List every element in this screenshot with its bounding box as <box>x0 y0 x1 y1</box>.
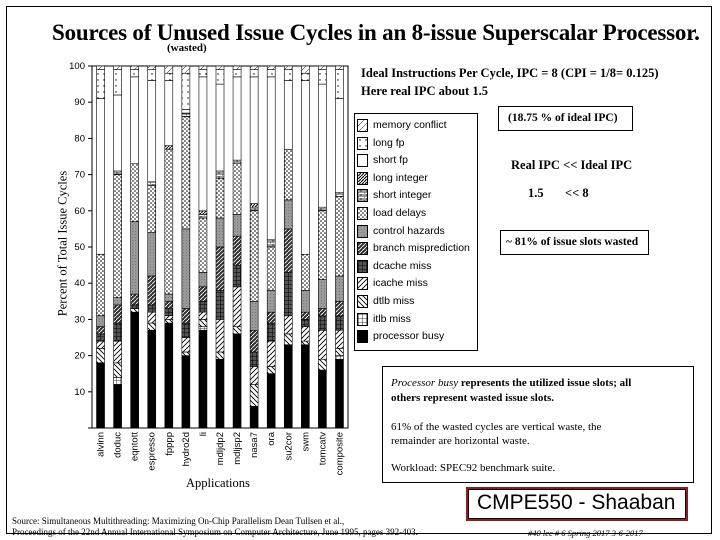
bar-segment-branch-misprediction <box>97 327 105 334</box>
bar-segment-processor-busy <box>233 334 241 428</box>
legend-label: branch misprediction <box>373 242 470 255</box>
legend-swatch <box>357 295 368 308</box>
legend-item <box>355 312 475 329</box>
bar-segment-long-fp <box>335 70 343 99</box>
bar-segment-short-fp <box>114 95 122 171</box>
bar-segment-short-fp <box>318 84 326 207</box>
legend-item <box>355 276 475 293</box>
bar-segment-control-hazards <box>216 218 224 247</box>
bar-segment-long-fp <box>114 70 122 95</box>
bar-segment-processor-busy <box>97 363 105 428</box>
bar-segment-dtlb-miss <box>165 319 173 323</box>
y-tick-label: 100 <box>69 61 85 72</box>
bar-segment-long-fp <box>267 70 275 77</box>
category-label: composite <box>334 432 346 476</box>
bar-segment-control-hazards <box>114 298 122 305</box>
bar-segment-load-delays <box>165 149 173 294</box>
bar-segment-icache-miss <box>165 316 173 320</box>
bar-segment-control-hazards <box>97 316 105 327</box>
bar-segment-short-integer <box>216 171 224 178</box>
bar-segment-short-fp <box>301 80 309 254</box>
wasted-slots-box <box>500 230 649 255</box>
bar-segment-load-delays <box>216 178 224 218</box>
bar-segment-itlb-miss <box>199 327 207 331</box>
bar-segment-icache-miss <box>233 287 241 327</box>
bar-segment-long-integer <box>250 204 258 208</box>
bar-segment-control-hazards <box>267 290 275 312</box>
bar-segment-processor-busy <box>267 374 275 428</box>
bar-segment-load-delays <box>199 218 207 272</box>
legend-label: itlb miss <box>373 312 411 325</box>
bar-segment-dcache-miss <box>250 352 258 366</box>
legend-swatch <box>357 313 368 326</box>
y-tick-label: 70 <box>74 169 85 181</box>
bar-segment-processor-busy <box>114 385 122 428</box>
legend-swatch <box>357 119 368 132</box>
bar-segment-short-fp <box>250 77 258 204</box>
bar-segment-control-hazards <box>199 272 207 286</box>
bar-segment-load-delays <box>318 211 326 280</box>
bar-segment-control-hazards <box>301 290 309 312</box>
category-label: tomcatv <box>317 432 329 466</box>
y-tick-label: 60 <box>74 205 85 217</box>
note-processor-busy: Processor busy <box>391 377 459 389</box>
legend-label: long fp <box>373 136 405 149</box>
bar-segment-short-fp <box>233 77 241 160</box>
bar-segment-itlb-miss <box>114 377 122 384</box>
bar-segment-branch-misprediction <box>216 247 224 290</box>
bar-segment-short-fp <box>284 80 292 149</box>
bar-segment-branch-misprediction <box>131 294 139 305</box>
bar-fpppp <box>165 66 173 428</box>
bar-su2cor <box>284 66 292 428</box>
y-tick-label: 10 <box>74 386 85 398</box>
legend-item <box>355 153 475 170</box>
bar-segment-load-delays <box>182 117 190 229</box>
source-line2: Proceedings of the 22nd Annual International Symposium on Computer Architecture, June 1995, pages 392-403. <box>12 527 418 537</box>
bar-segment-processor-busy <box>335 359 343 428</box>
legend-label: long integer <box>373 171 428 184</box>
bar-segment-dcache-miss <box>199 301 207 312</box>
category-label: hydro2d <box>180 432 192 467</box>
bar-segment-itlb-miss <box>335 356 343 360</box>
ipc-compare-line1: Real IPC << Ideal IPC <box>511 158 633 172</box>
legend-swatch <box>357 172 368 185</box>
bar-segment-dtlb-miss <box>199 319 207 326</box>
bar-segment-icache-miss <box>284 316 292 334</box>
bar-segment-long-integer <box>199 211 207 215</box>
bar-segment-load-delays <box>250 211 258 301</box>
ideal-percent-text: (18.75 % of ideal IPC) <box>508 112 618 124</box>
ipc-compare-value-ideal: << 8 <box>565 186 589 200</box>
bar-segment-short-integer <box>148 182 156 186</box>
y-tick-label: 40 <box>74 278 85 290</box>
legend-item <box>355 136 475 153</box>
bar-segment-memory-conflict <box>216 66 224 70</box>
bar-segment-long-fp <box>233 70 241 77</box>
legend-label: control hazards <box>373 224 445 237</box>
bar-segment-dtlb-miss <box>131 309 139 313</box>
legend-swatch <box>357 330 368 343</box>
legend-label: short fp <box>373 154 409 167</box>
note-para2-line1: 61% of the wasted cycles are vertical waste, the <box>391 421 602 433</box>
legend-item <box>355 224 475 241</box>
bar-segment-memory-conflict <box>131 66 139 70</box>
x-axis-title: Applications <box>186 476 250 490</box>
bar-segment-memory-conflict <box>233 66 241 70</box>
bar-segment-short-fp <box>335 99 343 193</box>
legend-swatch <box>357 242 368 255</box>
category-label: ora <box>266 432 278 446</box>
bar-segment-dcache-miss <box>335 316 343 330</box>
bar-segment-short-fp <box>216 84 224 171</box>
legend-swatch <box>357 277 368 290</box>
legend-item <box>355 329 475 346</box>
bar-ora <box>267 66 275 428</box>
notes-box <box>382 366 694 483</box>
bar-segment-processor-busy <box>199 330 207 428</box>
bar-segment-processor-busy <box>216 359 224 428</box>
bar-segment-load-delays <box>148 185 156 232</box>
bar-segment-dcache-miss <box>182 323 190 337</box>
bar-segment-short-fp <box>97 99 105 255</box>
bar-segment-load-delays <box>267 247 275 290</box>
bar-segment-processor-busy <box>165 323 173 428</box>
bar-segment-dcache-miss <box>216 290 224 319</box>
bar-segment-short-integer <box>233 160 241 164</box>
bar-segment-memory-conflict <box>335 66 343 70</box>
legend-swatch <box>357 189 368 202</box>
bar-segment-control-hazards <box>284 200 292 229</box>
bar-segment-control-hazards <box>335 276 343 301</box>
bar-segment-short-fp <box>165 80 173 145</box>
bar-segment-branch-misprediction <box>148 276 156 305</box>
legend-label: dtlb miss <box>373 295 415 307</box>
bar-segment-long-fp <box>97 70 105 99</box>
category-label: alvinn <box>95 432 107 457</box>
legend-item <box>355 259 475 276</box>
bar-segment-branch-misprediction <box>182 309 190 323</box>
bar-segment-memory-conflict <box>97 66 105 70</box>
bar-segment-control-hazards <box>148 233 156 276</box>
legend-item <box>355 206 475 223</box>
legend-swatch <box>357 260 368 273</box>
bar-segment-dtlb-miss <box>267 366 275 373</box>
title-note: (wasted) <box>167 42 207 54</box>
category-label: fpppp <box>163 432 175 456</box>
category-label: espresso <box>146 432 158 471</box>
legend-swatch <box>357 137 368 150</box>
ideal-percent-box <box>498 106 633 131</box>
y-tick-label: 80 <box>74 133 85 145</box>
bar-segment-dtlb-miss <box>301 341 309 345</box>
bar-segment-load-delays <box>97 254 105 316</box>
legend-label: processor busy <box>373 330 445 343</box>
legend-label: dcache miss <box>373 259 432 272</box>
bar-segment-memory-conflict <box>284 66 292 70</box>
bar-segment-long-fp <box>216 70 224 84</box>
bar-segment-processor-busy <box>182 356 190 428</box>
bar-segment-load-delays <box>114 175 122 298</box>
bar-segment-dtlb-miss <box>97 348 105 362</box>
category-label: nasa7 <box>249 432 261 458</box>
bar-mdljdp2 <box>216 66 224 428</box>
bar-segment-long-fp <box>284 70 292 81</box>
legend-swatch <box>357 225 368 238</box>
bar-segment-load-delays <box>131 164 139 222</box>
bar-segment-icache-miss <box>182 338 190 352</box>
bar-segment-memory-conflict <box>114 66 122 70</box>
bar-segment-dtlb-miss <box>148 323 156 330</box>
slide-meta: #40 lec # 6 Spring 2017 3-6-2017 <box>528 528 643 538</box>
bar-segment-icache-miss <box>250 366 258 384</box>
bar-segment-short-fp <box>267 77 275 240</box>
bar-segment-icache-miss <box>335 330 343 348</box>
bar-segment-dcache-miss <box>301 319 309 326</box>
bar-segment-branch-misprediction <box>233 236 241 265</box>
bar-segment-load-delays <box>335 196 343 276</box>
legend-swatch <box>357 154 368 167</box>
bar-segment-short-integer <box>199 214 207 218</box>
category-label: swm <box>300 432 312 452</box>
bar-segment-branch-misprediction <box>335 301 343 315</box>
bar-segment-control-hazards <box>233 214 241 236</box>
bar-hydro2d <box>182 66 190 428</box>
ipc-compare-value-real: 1.5 <box>528 186 544 200</box>
bar-segment-dcache-miss <box>233 265 241 287</box>
bar-segment-memory-conflict <box>318 66 326 70</box>
bar-segment-memory-conflict <box>301 66 309 73</box>
bar-segment-branch-misprediction <box>114 305 122 323</box>
bar-segment-short-integer <box>182 113 190 117</box>
bar-segment-dcache-miss <box>318 316 326 330</box>
slide-title: Sources of Unused Issue Cycles in an 8-issue Superscalar Processor. <box>52 20 700 45</box>
bar-segment-dcache-miss <box>165 309 173 316</box>
bar-segment-dtlb-miss <box>182 352 190 356</box>
legend-label: icache miss <box>373 277 428 290</box>
bar-segment-dcache-miss <box>97 334 105 341</box>
bar-segment-icache-miss <box>97 341 105 348</box>
note-para1-line1 <box>391 377 631 389</box>
bar-segment-long-fp <box>148 70 156 81</box>
bar-segment-long-fp <box>182 73 190 109</box>
category-label: eqntott <box>129 432 141 462</box>
real-ipc-line: Here real IPC about 1.5 <box>361 84 488 98</box>
bar-segment-dtlb-miss <box>250 385 258 407</box>
bar-segment-short-fp <box>199 77 207 211</box>
bar-segment-icache-miss <box>301 327 309 341</box>
bar-segment-dcache-miss <box>284 272 292 315</box>
bar-segment-load-delays <box>301 254 309 290</box>
course-inner <box>468 489 686 519</box>
bar-segment-short-fp <box>148 80 156 181</box>
bar-segment-control-hazards <box>131 222 139 294</box>
bar-segment-icache-miss <box>216 319 224 352</box>
source-line1: Source: Simultaneous Multithreading: Maximizing On-Chip Parallelism Dean Tullsen et al., <box>12 516 345 526</box>
bar-segment-branch-misprediction <box>250 330 258 352</box>
bar-segment-processor-busy <box>148 330 156 428</box>
bar-segment-long-fp <box>131 70 139 77</box>
y-tick-label: 30 <box>74 314 85 326</box>
y-axis-title: Percent of Total Issue Cycles <box>55 170 70 317</box>
bar-eqntott <box>131 66 139 428</box>
note-para1-rest: represents the utilized issue slots; all <box>458 377 632 389</box>
category-label: su2cor <box>283 432 295 461</box>
bar-segment-dtlb-miss <box>335 348 343 355</box>
bar-segment-short-integer <box>318 207 326 211</box>
bar-doduc <box>114 66 122 428</box>
note-workload: Workload: SPEC92 benchmark suite. <box>391 462 556 474</box>
bar-segment-dtlb-miss <box>114 363 122 377</box>
category-label: li <box>197 432 209 437</box>
bar-segment-control-hazards <box>250 301 258 330</box>
bar-segment-processor-busy <box>250 406 258 428</box>
category-label: mdljdp2 <box>215 432 226 466</box>
y-tick-label: 50 <box>74 242 85 253</box>
bar-segment-icache-miss <box>267 341 275 366</box>
bar-segment-dcache-miss <box>131 305 139 309</box>
legend-label: short integer <box>373 189 432 202</box>
bar-segment-memory-conflict <box>250 66 258 70</box>
bar-segment-processor-busy <box>284 345 292 428</box>
bar-segment-memory-conflict <box>267 66 275 70</box>
legend-item <box>355 171 475 188</box>
note-para1-line2: others represent wasted issue slots. <box>391 392 555 404</box>
bar-segment-branch-misprediction <box>301 312 309 319</box>
bar-segment-icache-miss <box>199 312 207 319</box>
legend-label: memory conflict <box>373 119 447 131</box>
category-label: mdljsp2 <box>232 432 244 465</box>
bar-segment-branch-misprediction <box>199 287 207 301</box>
bar-segment-memory-conflict <box>148 66 156 70</box>
note-para2-line2: remainder are horizontal waste. <box>391 435 530 447</box>
bar-alvinn <box>97 66 105 428</box>
bar-segment-dcache-miss <box>148 305 156 312</box>
bar-segment-long-fp <box>199 70 207 77</box>
bar-segment-memory-conflict <box>165 66 173 73</box>
bar-segment-short-integer <box>335 193 343 197</box>
wasted-slots-text: ~ 81% of issue slots wasted <box>506 236 639 248</box>
bar-segment-dtlb-miss <box>284 334 292 345</box>
bar-swm <box>301 66 309 428</box>
chart-legend <box>354 113 478 351</box>
bar-segment-control-hazards <box>165 294 173 301</box>
bar-segment-icache-miss <box>114 341 122 363</box>
bar-segment-short-integer <box>114 171 122 175</box>
bar-segment-dtlb-miss <box>318 359 326 370</box>
bar-segment-long-fp <box>318 70 326 84</box>
bar-composite <box>335 66 343 428</box>
bar-li <box>199 66 207 428</box>
bar-segment-load-delays <box>233 164 241 215</box>
course-box <box>466 487 688 521</box>
bar-mdljsp2 <box>233 66 241 428</box>
course-title: CMPE550 - Shaaban <box>477 491 676 514</box>
bar-segment-short-fp <box>182 109 190 113</box>
bar-espresso <box>148 66 156 428</box>
bar-segment-icache-miss <box>318 330 326 359</box>
bar-segment-dcache-miss <box>267 323 275 341</box>
legend-item <box>355 188 475 205</box>
bar-segment-long-fp <box>250 70 258 77</box>
bar-segment-dtlb-miss <box>216 352 224 359</box>
y-tick-label: 20 <box>74 350 85 362</box>
bar-segment-control-hazards <box>182 229 190 309</box>
bar-segment-icache-miss <box>148 312 156 323</box>
bar-segment-memory-conflict <box>182 66 190 73</box>
bar-segment-branch-misprediction <box>165 301 173 308</box>
bar-segment-processor-busy <box>301 345 309 428</box>
bar-segment-processor-busy <box>131 312 139 428</box>
ideal-ipc-line: Ideal Instructions Per Cycle, IPC = 8 (CPI = 1/8= 0.125) <box>361 66 659 80</box>
legend-label: load delays <box>373 207 427 219</box>
bar-segment-dcache-miss <box>114 323 122 341</box>
bar-segment-branch-misprediction <box>318 309 326 316</box>
bar-segment-long-integer <box>165 146 173 150</box>
bar-segment-processor-busy <box>318 370 326 428</box>
legend-item <box>355 241 475 258</box>
legend-swatch <box>357 207 368 220</box>
bar-segment-dtlb-miss <box>233 327 241 334</box>
bar-segment-memory-conflict <box>199 66 207 70</box>
bar-segment-long-fp <box>165 73 173 80</box>
y-tick-label: 90 <box>74 97 85 109</box>
bar-segment-short-fp <box>131 77 139 164</box>
bar-segment-short-integer <box>250 207 258 211</box>
bar-segment-branch-misprediction <box>267 312 275 323</box>
bar-nasa7 <box>250 66 258 428</box>
category-label: doduc <box>112 432 124 458</box>
legend-item <box>355 118 475 135</box>
bar-tomcatv <box>318 66 326 428</box>
legend-item <box>355 294 475 311</box>
bar-segment-control-hazards <box>318 280 326 309</box>
bar-segment-branch-misprediction <box>284 229 292 272</box>
bar-segment-load-delays <box>284 149 292 200</box>
bar-segment-long-fp <box>301 73 309 80</box>
bar-segment-short-integer <box>267 240 275 247</box>
